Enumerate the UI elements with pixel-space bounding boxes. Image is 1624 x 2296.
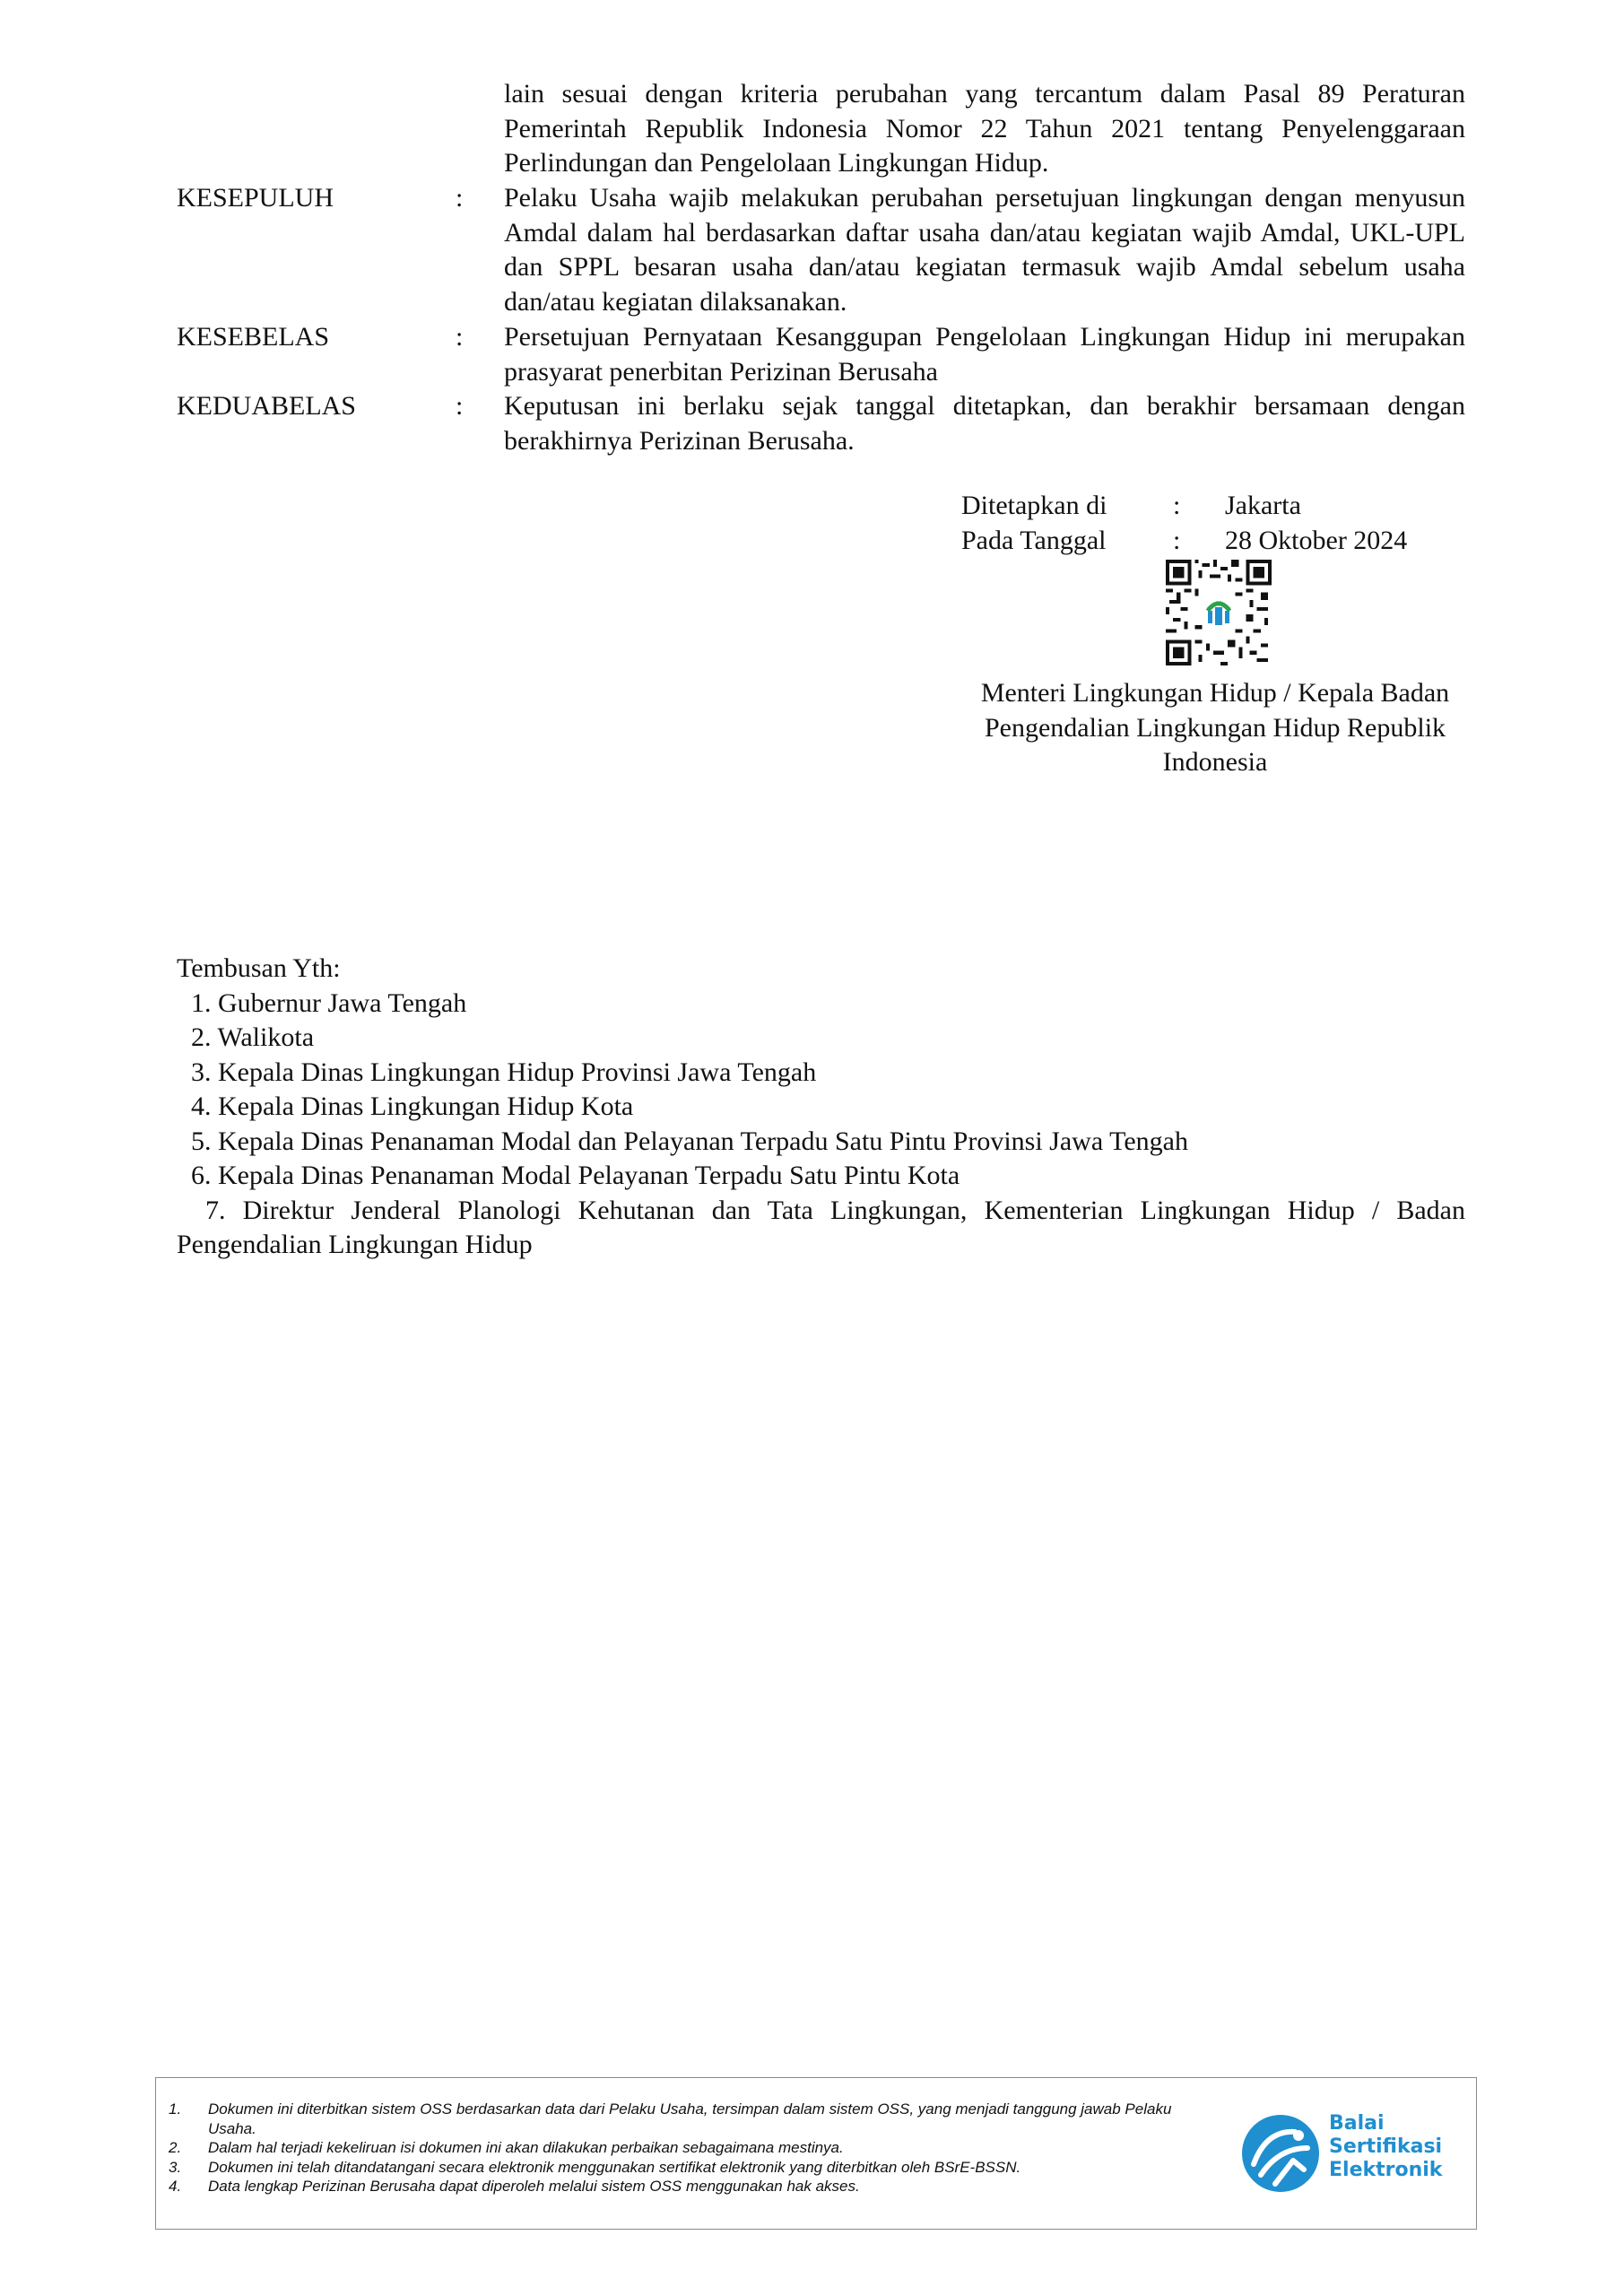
clause-label: KEDUABELAS <box>177 391 356 421</box>
tembusan-item: 5. Kepala Dinas Penanaman Modal dan Pelayanan Terpadu Satu Pintu Provinsi Jawa Tengah <box>191 1126 1188 1156</box>
tembusan-item: 1. Gubernur Jawa Tengah <box>191 987 467 1018</box>
place-separator: : <box>1173 491 1181 520</box>
date-label: Pada Tanggal <box>961 525 1107 555</box>
footer-note <box>169 2100 1218 2138</box>
footer-note <box>169 2138 1218 2158</box>
bsre-emblem-icon <box>1239 2112 1322 2195</box>
footer-note-text: Dokumen ini telah ditandatangani secara elektronik menggunakan sertifikat elektronik yang diterbitkan oleh BSrE-BSSN. <box>208 2158 1021 2176</box>
clause-separator: : <box>456 391 464 421</box>
bsre-wordmark-line: Elektronik <box>1329 2159 1443 2181</box>
footer-notes-box <box>155 2077 1477 2230</box>
tembusan-item: 2. Walikota <box>191 1022 315 1052</box>
footer-note-text: Data lengkap Perizinan Berusaha dapat diperoleh melalui sistem OSS menggunakan hak akses. <box>208 2178 860 2195</box>
tembusan-item: 3. Kepala Dinas Lingkungan Hidup Provinsi Jawa Tengah <box>191 1057 817 1087</box>
tembusan-item: 6. Kepala Dinas Penanaman Modal Pelayanan Terpadu Satu Pintu Kota <box>191 1161 960 1190</box>
clause-text: Persetujuan Pernyataan Kesanggupan Pengelolaan Lingkungan Hidup ini merupakan prasyarat penerbitan Perizinan Berusaha <box>504 322 1465 387</box>
qr-code-icon <box>1166 560 1272 665</box>
date-separator: : <box>1173 525 1181 555</box>
clause-label: KESEBELAS <box>177 322 330 352</box>
bsre-wordmark-line: Balai <box>1329 2112 1385 2135</box>
tembusan-item: 7. Direktur Jenderal Planologi Kehutanan dan Tata Lingkungan, Kementerian Lingkungan Hidup / Badan Pengendalian Lingkungan Hidup <box>177 1195 1465 1259</box>
bsre-wordmark <box>1329 2112 1442 2182</box>
bsre-logo <box>1239 2101 1463 2200</box>
footer-notes <box>169 2100 1218 2196</box>
date-value: 28 Oktober 2024 <box>1225 525 1408 555</box>
tembusan-title: Tembusan Yth: <box>177 953 341 983</box>
clause-text: Keputusan ini berlaku sejak tanggal ditetapkan, dan berakhir bersamaan dengan berakhirnya Perizinan Berusaha. <box>504 391 1465 456</box>
official-line: Pengendalian Lingkungan Hidup Republik <box>984 712 1446 743</box>
tembusan-item: 4. Kepala Dinas Lingkungan Hidup Kota <box>191 1091 634 1121</box>
footer-note <box>169 2177 1218 2196</box>
footer-note-text: Dokumen ini diterbitkan sistem OSS berdasarkan data dari Pelaku Usaha, tersimpan dalam sistem OSS, yang menjadi tanggung jawab Pelaku Usaha. <box>208 2100 1172 2137</box>
place-value: Jakarta <box>1225 491 1301 520</box>
footer-note-number: 3. <box>169 2158 182 2176</box>
footer-note-number: 4. <box>169 2178 182 2195</box>
clause-separator: : <box>456 322 464 352</box>
intro-paragraph: lain sesuai dengan kriteria perubahan yang tercantum dalam Pasal 89 Peraturan Pemerintah Republik Indonesia Nomor 22 Tahun 2021 tentang Penyelenggaraan Perlindungan dan Pengelolaan Lingkungan Hidup. <box>504 79 1465 178</box>
official-line: Indonesia <box>1162 747 1268 777</box>
footer-note <box>169 2158 1218 2178</box>
tembusan-section <box>177 952 1465 1263</box>
place-label: Ditetapkan di <box>961 491 1107 520</box>
footer-note-text: Dalam hal terjadi kekeliruan isi dokumen ini akan dilakukan perbaikan sebagaimana mestinya. <box>208 2139 844 2156</box>
clause-text: Pelaku Usaha wajib melakukan perubahan persetujuan lingkungan dengan menyusun Amdal dalam hal berdasarkan daftar usaha dan/atau kegiatan wajib Amdal, UKL-UPL dan SPPL besaran usaha dan/atau kegiatan termasuk wajib Amdal sebelum usaha dan/atau kegiatan dilaksanakan. <box>504 183 1465 317</box>
official-line: Menteri Lingkungan Hidup / Kepala Badan <box>980 678 1450 708</box>
clause-label: KESEPULUH <box>177 183 334 213</box>
footer-note-number: 1. <box>169 2100 182 2118</box>
footer-note-number: 2. <box>169 2139 182 2156</box>
clause-separator: : <box>456 183 464 213</box>
official-title <box>973 676 1457 780</box>
bsre-wordmark-line: Sertifikasi <box>1329 2135 1443 2158</box>
